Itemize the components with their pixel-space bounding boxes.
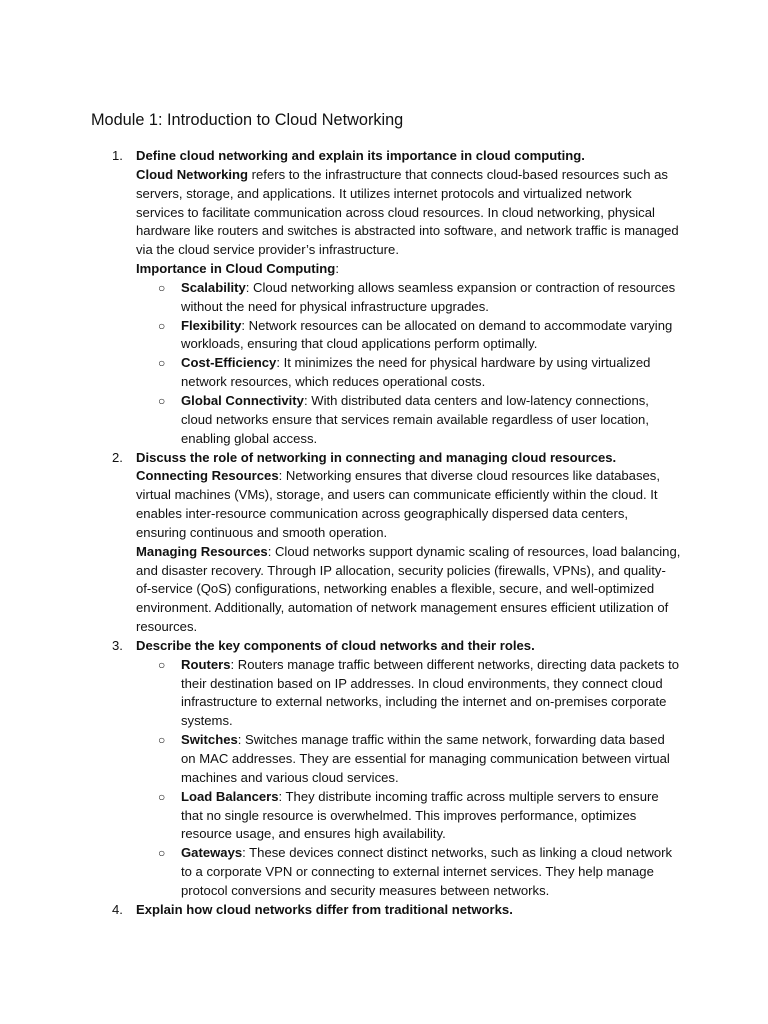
item-term: Scalability bbox=[181, 279, 246, 295]
item-text: : Routers manage traffic between different networks, directing data packets to their destination based on IP addresses. In cloud environments, they connect cloud infrastructure to external networks, including the internet and on-premises corporate systems. bbox=[181, 656, 680, 729]
hollow-bullet-icon: ○ bbox=[158, 318, 166, 333]
question-text: Define cloud networking and explain its importance in cloud computing. bbox=[136, 148, 585, 163]
importance-heading: Importance in Cloud Computing bbox=[136, 261, 336, 277]
hollow-bullet-icon: ○ bbox=[158, 356, 166, 371]
question-list bbox=[0, 147, 681, 920]
list-item bbox=[136, 731, 681, 788]
importance-list bbox=[136, 279, 681, 449]
list-item bbox=[136, 354, 681, 392]
paragraph-text: : Cloud networks support dynamic scaling of resources, load balancing, and disaster recovery. Through IP allocation, security policies (firewalls, VPNs), and quality-of-service (QoS) configurations, networking enables a flexible, secure, and well-optimized environment. Additionally, automation of network management ensures efficient utilization of resources. bbox=[136, 543, 681, 635]
hollow-bullet-icon: ○ bbox=[158, 280, 166, 295]
question-item-1 bbox=[0, 147, 681, 449]
item-term: Gateways bbox=[181, 845, 243, 861]
question-number: 3. bbox=[112, 637, 123, 653]
question-item-2 bbox=[0, 449, 681, 637]
item-text: : Switches manage traffic within the same network, forwarding data based on MAC addresses. They are essential for managing communication between virtual machines and various cloud services. bbox=[181, 732, 670, 785]
list-item bbox=[136, 788, 681, 845]
question-text: Explain how cloud networks differ from traditional networks. bbox=[136, 901, 513, 917]
hollow-bullet-icon: ○ bbox=[158, 789, 166, 804]
question-text: Describe the key components of cloud networks and their roles. bbox=[136, 637, 535, 653]
question-item-3 bbox=[0, 637, 681, 901]
item-term: Flexibility bbox=[181, 317, 242, 333]
question-number: 1. bbox=[112, 148, 123, 163]
definition-term: Cloud Networking bbox=[136, 166, 249, 182]
answer-paragraph bbox=[136, 467, 681, 542]
paragraph-term: Connecting Resources bbox=[136, 468, 279, 484]
importance-heading-line bbox=[136, 260, 681, 279]
definition-text: refers to the infrastructure that connects cloud-based resources such as servers, storage, and applications. It utilizes internet protocols and virtualized network services to facilitate communication across cloud resources. In cloud networking, physical hardware like routers and switches is abstracted into software, and network traffic is managed via the cloud service provider’s infrastructure. bbox=[136, 166, 679, 258]
paragraph-term: Managing Resources bbox=[136, 543, 268, 559]
components-list bbox=[136, 656, 681, 901]
list-item bbox=[136, 656, 681, 731]
item-term: Load Balancers bbox=[181, 788, 279, 804]
item-term: Cost-Efficiency bbox=[181, 355, 277, 371]
question-number: 2. bbox=[112, 449, 123, 465]
item-text: : These devices connect distinct networks, such as linking a cloud network to a corporate VPN or connecting to external internet services. They help manage protocol conversions and security measures between networks. bbox=[181, 845, 673, 898]
module-title: Module 1: Introduction to Cloud Networking bbox=[91, 111, 404, 129]
item-term: Global Connectivity bbox=[181, 392, 304, 408]
list-item bbox=[136, 844, 681, 901]
list-item bbox=[136, 279, 681, 317]
list-item bbox=[136, 392, 681, 449]
hollow-bullet-icon: ○ bbox=[158, 393, 166, 408]
hollow-bullet-icon: ○ bbox=[158, 846, 166, 861]
answer-paragraph bbox=[136, 543, 681, 637]
item-text: : Network resources can be allocated on demand to accommodate varying workloads, ensuring that cloud applications perform optimally. bbox=[181, 317, 673, 352]
item-text: : Cloud networking allows seamless expansion or contraction of resources without the need for physical infrastructure upgrades. bbox=[181, 279, 676, 314]
hollow-bullet-icon: ○ bbox=[158, 733, 166, 748]
list-item bbox=[136, 317, 681, 355]
item-term: Switches bbox=[181, 732, 238, 748]
item-text: : They distribute incoming traffic across multiple servers to ensure that no single resource is overwhelmed. This improves performance, optimizes resource usage, and ensures high availability. bbox=[181, 788, 659, 842]
hollow-bullet-icon: ○ bbox=[158, 657, 166, 672]
item-text: : It minimizes the need for physical hardware by using virtualized network resources, which reduces operational costs. bbox=[181, 355, 651, 390]
definition-paragraph bbox=[136, 166, 681, 260]
item-term: Routers bbox=[181, 656, 231, 672]
question-text: Discuss the role of networking in connecting and managing cloud resources. bbox=[136, 449, 617, 465]
question-item-4 bbox=[0, 901, 681, 920]
question-number: 4. bbox=[112, 901, 123, 917]
importance-colon: : bbox=[335, 261, 339, 277]
item-text: : With distributed data centers and low-latency connections, cloud networks ensure that services remain available regardless of user location, enabling global access. bbox=[181, 392, 649, 446]
paragraph-text: : Networking ensures that diverse cloud resources like databases, virtual machines (VMs), storage, and users can communicate efficiently within the cloud. It enables inter-resource communication across geographically dispersed data centers, ensuring continuous and smooth operation. bbox=[136, 468, 660, 540]
